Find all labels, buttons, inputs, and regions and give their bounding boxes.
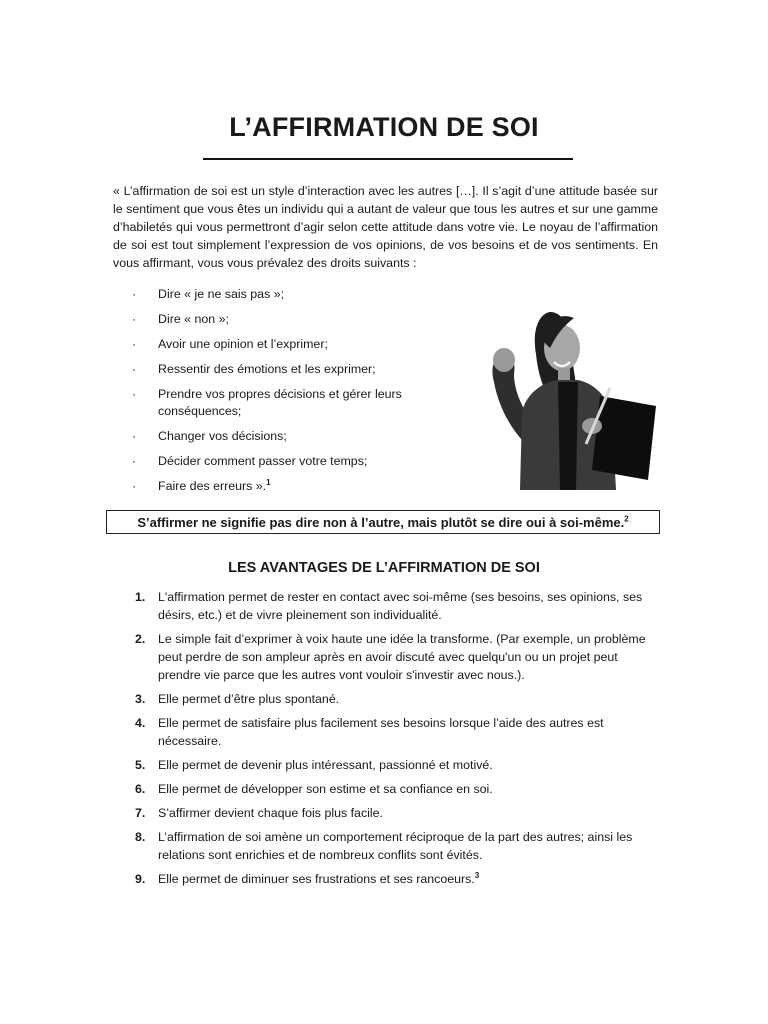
intro-paragraph: « L’affirmation de soi est un style d’interaction avec les autres […]. Il s’agit d’une attitude basée sur le sentiment que vous êtes un individu qui a autant de valeur que tous les autres et sur une gamme d’habiletés qui vous permettront d’agir selon cette attitude dans votre vie. Le noyau de l’affirmation de soi est tout simplement l’expression de vos opinions, de vos besoins et de vos sentiments. En vous affirmant, vous vous prévalez des droits suivants : — [113, 184, 658, 270]
list-item — [130, 870, 660, 888]
list-item — [130, 453, 430, 470]
item-number: 3. — [135, 692, 146, 706]
list-item-text: Faire des erreurs ». — [158, 479, 267, 493]
page-title: L’AFFIRMATION DE SOI — [229, 112, 539, 142]
list-item-text: Décider comment passer votre temps; — [158, 454, 368, 468]
list-item-text: L'affirmation permet de rester en contact avec soi-même (ses besoins, ses opinions, ses désirs, etc.) et de vivre pleinement son individualité. — [158, 590, 643, 622]
list-item — [130, 428, 430, 445]
list-item-text: Dire « non »; — [158, 312, 229, 326]
list-item — [130, 804, 660, 822]
list-item-text: Elle permet de diminuer ses frustrations et ses rancoeurs. — [158, 872, 475, 886]
list-item-text: Ressentir des émotions et les exprimer; — [158, 362, 376, 376]
item-number: 1. — [135, 590, 146, 604]
footnote-ref: 3 — [474, 870, 480, 880]
list-item — [130, 714, 660, 750]
key-message-text: S’affirmer ne signifie pas dire non à l’autre, mais plutôt se dire oui à soi-même. — [137, 515, 625, 530]
list-item — [130, 336, 430, 353]
list-item-text: Dire « je ne sais pas »; — [158, 287, 285, 301]
list-item — [130, 286, 430, 303]
footnote-ref: 1 — [266, 477, 271, 487]
list-item — [130, 311, 430, 328]
title-underline — [203, 158, 573, 160]
list-item-text: Prendre vos propres décisions et gérer leurs conséquences; — [158, 387, 402, 418]
list-item — [130, 361, 430, 378]
bullet-marker: · — [132, 387, 137, 401]
item-number: 8. — [135, 830, 146, 844]
item-number: 7. — [135, 806, 146, 820]
list-item — [130, 386, 430, 420]
list-item-text: Avoir une opinion et l’exprimer; — [158, 337, 328, 351]
list-item-text: Elle permet d’être plus spontané. — [158, 692, 340, 706]
list-item-text: Elle permet de devenir plus intéressant, passionné et motivé. — [158, 758, 493, 772]
bullet-marker: · — [132, 312, 137, 326]
list-item — [130, 756, 660, 774]
key-message-box — [106, 510, 660, 534]
item-number: 5. — [135, 758, 146, 772]
list-item — [130, 478, 430, 495]
list-item-text: S’affirmer devient chaque fois plus facile. — [158, 806, 383, 820]
list-item — [130, 630, 660, 684]
section-heading: LES AVANTAGES DE L’AFFIRMATION DE SOI — [228, 560, 540, 576]
footnote-ref: 2 — [624, 514, 629, 524]
bullet-marker: · — [132, 337, 137, 351]
bullet-marker: · — [132, 454, 137, 468]
bullet-marker: · — [132, 429, 137, 443]
advantages-list — [130, 588, 660, 894]
bullet-marker: · — [132, 287, 137, 301]
list-item-text: Changer vos décisions; — [158, 429, 287, 443]
item-number: 2. — [135, 632, 146, 646]
item-number: 4. — [135, 716, 146, 730]
bullet-marker: · — [132, 362, 137, 376]
list-item-text: Elle permet de satisfaire plus facilement ses besoins lorsque l’aide des autres est nécessaire. — [158, 716, 604, 748]
woman-cheering-photo — [480, 302, 666, 490]
bullet-marker: · — [132, 479, 137, 493]
list-item — [130, 780, 660, 798]
item-number: 6. — [135, 782, 146, 796]
list-item-text: Le simple fait d’exprimer à voix haute une idée la transforme. (Par exemple, un problème peut perdre de son ampleur après en avoir discuté avec quelqu'un ou un projet peut prendre vie parce que les autres vont vouloir s'investir avec nous.). — [158, 632, 646, 682]
item-number: 9. — [135, 872, 146, 886]
list-item — [130, 690, 660, 708]
list-item — [130, 588, 660, 624]
list-item-text: L’affirmation de soi amène un comportement réciproque de la part des autres; ainsi les relations sont enrichies et de nombreux conflits sont évités. — [158, 830, 633, 862]
list-item-text: Elle permet de développer son estime et sa confiance en soi. — [158, 782, 493, 796]
list-item — [130, 828, 660, 864]
rights-list — [130, 286, 430, 503]
